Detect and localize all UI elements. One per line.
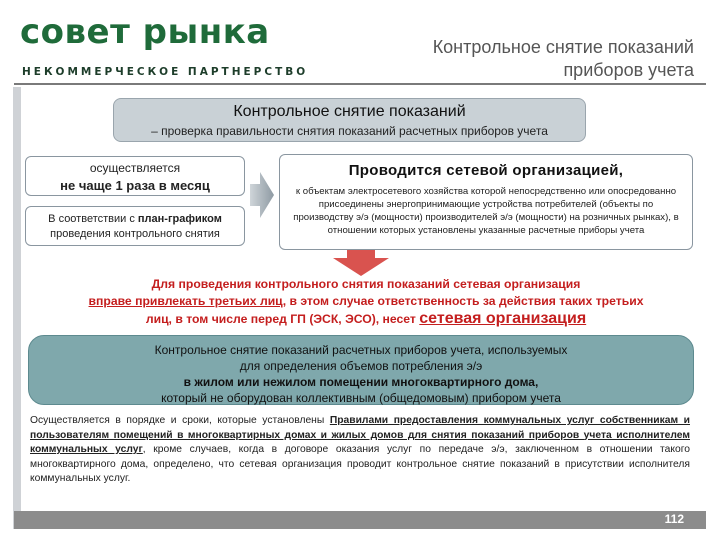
schedule-box xyxy=(25,206,245,246)
definition-subtitle: – проверка правильности снятия показаний расчетных приборов учета xyxy=(151,124,548,138)
page-number: 112 xyxy=(664,512,684,526)
procedure-part-1: Осуществляется в порядке и сроки, которые установлены xyxy=(30,415,330,426)
logo-subtitle: НЕКОММЕРЧЕСКОЕ ПАРТНЕРСТВО xyxy=(22,66,309,78)
third-party-line-3: лиц, в том числе перед ГП (ЭСК, ЭСО), несет xyxy=(145,312,420,326)
apartment-line-2: для определения объемов потребления э/э xyxy=(239,359,483,373)
arrow-right-icon xyxy=(250,172,274,218)
third-party-underlined: вправе привлекать третьих лиц xyxy=(88,294,283,308)
logo-wordmark: совет рынка xyxy=(20,12,270,52)
schedule-suffix: проведения контрольного снятия xyxy=(50,228,220,240)
footer-bar xyxy=(14,511,706,529)
apartment-line-3 xyxy=(29,374,693,390)
arrow-down-icon xyxy=(333,250,389,276)
schedule-bold: план-графиком xyxy=(137,213,222,225)
frequency-label: осуществляется xyxy=(89,161,181,175)
rules-reference-link: Правилами предоставления коммунальных услуг собственникам и пользователям помещений в многоквартирных домах и жилых домов для снятия показаний приборов учета исполнителем коммунальных услуг xyxy=(30,415,690,455)
frequency-box xyxy=(25,156,245,196)
slide-title-line-2: приборов учета xyxy=(563,60,694,80)
definition-title: Контрольное снятие показаний xyxy=(233,103,466,120)
slide-title-line-1: Контрольное снятие показаний xyxy=(432,37,694,57)
schedule-prefix: В соответствии с xyxy=(48,213,138,225)
apartment-line-4: который не оборудован коллективным (общедомовым) прибором учета xyxy=(161,391,561,405)
network-org-title: Проводится сетевой организацией, xyxy=(348,162,624,179)
network-org-text: к объектам электросетевого хозяйства которой непосредственно или опосредованно присоединены энергопринимающие устройства потребителей (объекты по производству э/э (мощности) производителей э/э (мощности) на розничных рынках), в отношении которых установлены указанные расчетные приборы учета xyxy=(293,186,679,236)
frequency-value: не чаще 1 раза в месяц xyxy=(60,178,210,193)
third-party-line-2: , в этом случае ответственность за действия таких третьих xyxy=(282,294,644,308)
responsible-party: сетевая организация xyxy=(419,310,587,327)
apartment-line-3-bold: в жилом или нежилом помещении многоквартирного дома, xyxy=(183,375,539,389)
procedure-note xyxy=(30,414,690,487)
slide-title xyxy=(334,36,694,82)
network-org-box xyxy=(279,154,693,250)
definition-box xyxy=(113,98,586,142)
third-party-note xyxy=(26,276,706,328)
left-side-bar xyxy=(13,87,21,529)
header-divider xyxy=(14,83,706,85)
procedure-part-2: , кроме случаев, когда в договоре оказания услуг по передаче э/э, заключенном в отношении такого многоквартирного дома, определено, что сетевая организация проводит контрольное снятие показаний в присутствии исполнителя коммунальных услуг. xyxy=(30,444,690,484)
apartment-building-box xyxy=(28,335,694,405)
third-party-line-1: Для проведения контрольного снятия показаний сетевая организация xyxy=(151,277,581,291)
apartment-line-1: Контрольное снятие показаний расчетных приборов учета, используемых xyxy=(154,343,568,357)
